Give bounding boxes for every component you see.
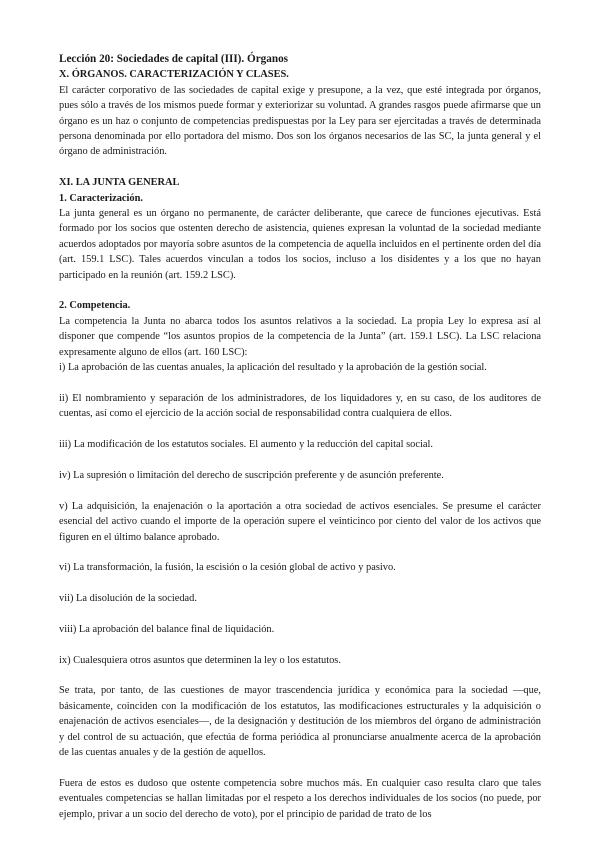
list-item: ix) Cualesquiera otros asuntos que determinen la ley o los estatutos. xyxy=(59,654,341,666)
list-item: vii) La disolución de la sociedad. xyxy=(59,593,197,605)
list-item: ii) El nombramiento y separación de los administradores, de los liquidadores y, en su caso, de los auditores de cuentas, así como el ejercicio de la acción social de responsabilidad contra cualquiera de ellos. xyxy=(59,392,541,420)
paragraph-fuera: Fuera de estos es dudoso que ostente competencia sobre muchos más. En cualquier caso resulta claro que tales eventuales competencias se hallan limitadas por el respeto a los derechos individuales de los socios (no puede, por ejemplo, privar a un socio del derecho de voto), por el principio de paridad de trato de los xyxy=(59,777,541,820)
list-item: iii) La modificación de los estatutos sociales. El aumento y la reducción del capital social. xyxy=(59,439,433,451)
sub1-text: La junta general es un órgano no permanente, de carácter deliberante, que carece de funciones ejecutivas. Está formado por los socios que ostenten derecho de asistencia, quienes expresan la voluntad de la sociedad mediante acuerdos adoptados por mayoría sobre asuntos de la competencia de aquella incluidos en el pertinente orden del día (art. 159.1 LSC). Tales acuerdos vinculan a todos los socios, incluso a los disidentes y a los que no hayan participado en la reunión (art. 159.2 LSC). xyxy=(59,208,541,281)
sub2-intro: La competencia la Junta no abarca todos los asuntos relativos a la sociedad. La propia Ley lo expresa así al disponer que compende “los asuntos propios de la competencia de la Junta” (art. 159.1 LSC). La LSC relaciona expresamente alguno de ellos (art. 160 LSC): xyxy=(59,315,541,358)
sub2-heading: 2. Competencia. xyxy=(59,300,131,312)
section-x-heading: X. ÓRGANOS. CARACTERIZACIÓN Y CLASES. xyxy=(59,69,289,81)
lesson-title: Lección 20: Sociedades de capital (III). Órganos xyxy=(59,53,289,65)
sub1-heading: 1. Caracterización. xyxy=(59,192,143,204)
section-xi-heading: XI. LA JUNTA GENERAL xyxy=(59,177,180,189)
paragraph-trascendencia: Se trata, por tanto, de las cuestiones de mayor trascendencia jurídica y económica para la sociedad —que, básicamente, coinciden con la modificación de los estatutos, las modificaciones estructurales y la adquisición o enajenación de activos esenciales—, de la designación y destitución de los miembros del órgano de administración y del control de su actuación, que efectúa de forma periódica al pronunciarse anualmente acerca de la aprobación de las cuentas anuales y de la gestión de aquellos. xyxy=(59,685,541,759)
list-item: v) La adquisición, la enajenación o la aportación a otra sociedad de activos esenciales. Se presume el carácter esencial del activo cuando el importe de la operación supere el veinticinco por ciento del valor de los activos que figuren en el último balance aprobado. xyxy=(59,500,541,543)
list-item: iv) La supresión o limitación del derecho de suscripción preferente y de asunción preferente. xyxy=(59,469,444,481)
document-page xyxy=(59,52,541,822)
section-x-text: El carácter corporativo de las sociedades de capital exige y presupone, a la vez, que esté integrada por órganos, pues sólo a través de los mismos puede formar y exteriorizar su voluntad. A grandes rasgos puede afirmarse que un órgano es un haz o conjunto de competencias predispuestas por la Ley para ser ejercitadas a través de determinada persona denominada por ello portadora del mismo. Dos son los órganos necesarios de las SC, la junta general y el órgano de administración. xyxy=(59,84,541,158)
list-item: i) La aprobación de las cuentas anuales, la aplicación del resultado y la aprobación de la gestión social. xyxy=(59,362,487,374)
list-item: viii) La aprobación del balance final de liquidación. xyxy=(59,623,275,635)
list-item: vi) La transformación, la fusión, la escisión o la cesión global de activo y pasivo. xyxy=(59,562,396,574)
